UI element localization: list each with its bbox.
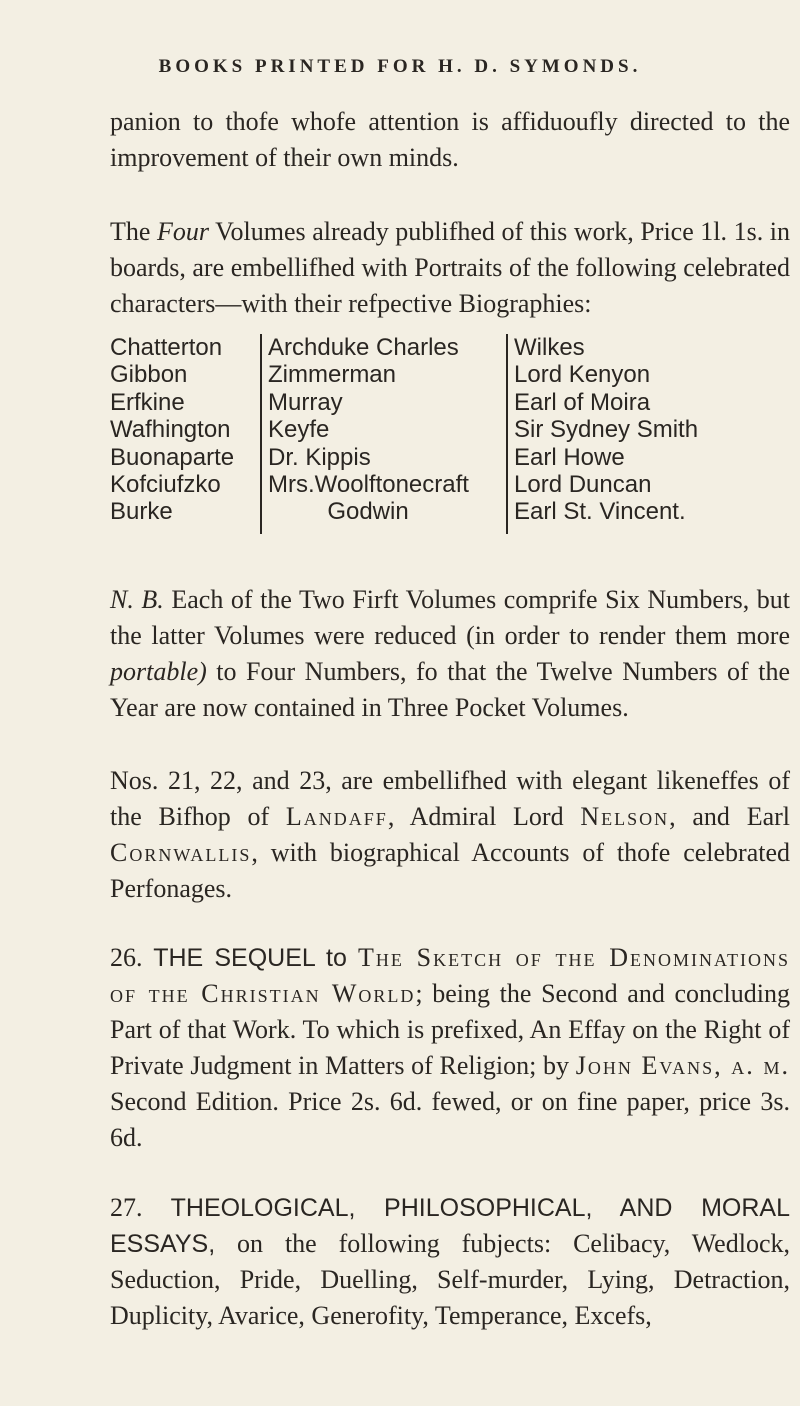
portrait-column-3 — [506, 334, 794, 534]
text: Nos. 21, 22, and 23, are embellifhed with elegant likeneffes of the Bifhop of — [110, 766, 790, 831]
text: Each of the Two Firft Volumes comprife Six Numbers, but the latter Volumes were reduced (in order to render them more — [110, 585, 791, 650]
portrait-name: Earl St. Vincent. — [514, 498, 686, 526]
portrait-name: Chatterton — [110, 334, 223, 361]
paragraph-volumes — [110, 214, 790, 322]
text: Volumes already publifhed of this work, Price 1l. 1s. in boards, are embellifhed with Portraits of the following celebrated characters—with their refpective Biographies: — [110, 217, 791, 318]
portrait-name: Keyfe — [268, 416, 330, 444]
name-landaff: Landaff — [285, 802, 388, 831]
text: , and Earl — [669, 802, 790, 831]
item-number: 27. — [110, 1193, 143, 1222]
text: ; being the Second and concluding Part of that Work. To which is prefixed, An Effay on the Right of Private Judgment in Matters of Religion; by — [110, 979, 790, 1080]
listing-item-26 — [110, 940, 790, 1156]
emphasis-portable: portable) — [110, 657, 207, 686]
portrait-name: Buonaparte — [110, 443, 235, 471]
portrait-name: Zimmerman — [268, 361, 397, 389]
paragraph-numbers-21-23 — [110, 763, 790, 907]
portrait-name: Wilkes — [514, 334, 585, 361]
portrait-name: Lord Kenyon — [514, 361, 651, 389]
name-nelson: Nelson — [580, 802, 670, 831]
portrait-list — [110, 334, 790, 534]
text: , Admiral Lord — [387, 802, 581, 831]
portrait-name: Erfkine — [110, 388, 185, 416]
emphasis-four: Four — [157, 217, 209, 246]
portrait-name: Wafhington — [110, 416, 231, 444]
item-number: 26. — [110, 943, 143, 972]
portrait-name: Kofciufzko — [110, 471, 221, 499]
text: Second Edition. Price 2s. 6d. fewed, or on fine paper, price 3s. 6d. — [110, 1087, 790, 1152]
text: on the following fubjects: Celibacy, Wedlock, Seduction, Pride, Duelling, Self-murder, Lying, Detraction, Duplicity, Avarice, Generofity, Temperance, Excefs, — [110, 1229, 790, 1330]
work-title: The Sketch of the Denominations of the Christian World — [110, 943, 790, 1008]
portrait-name: Burke — [110, 498, 173, 526]
portrait-name: Earl of Moira — [514, 388, 651, 416]
portrait-column-1 — [110, 334, 256, 534]
text: The — [110, 217, 157, 246]
text: , with biographical Accounts of thofe celebrated Perfonages. — [110, 838, 790, 903]
item-title: THEOLOGICAL, PHILOSOPHICAL, AND MORAL ESSAYS, — [110, 1194, 790, 1258]
nb-label: N. B. — [110, 585, 164, 614]
running-header: BOOKS PRINTED FOR H. D. SYMONDS. — [158, 56, 642, 77]
portrait-name: Mrs.Woolftonecraft — [268, 471, 469, 499]
portrait-name: Gibbon — [110, 361, 188, 389]
item-title: THE SEQUEL to — [142, 944, 359, 972]
paragraph-continuation: panion to thofe whofe attention is affiduoufly directed to the improvement of their own minds. — [110, 107, 790, 172]
name-cornwallis: Cornwallis — [110, 838, 252, 867]
portrait-name: Sir Sydney Smith — [514, 416, 699, 444]
portrait-name: Archduke Charles — [268, 334, 459, 361]
portrait-name: Murray — [268, 388, 343, 416]
author-name: John Evans, a. m. — [575, 1051, 790, 1080]
portrait-name: Godwin — [327, 498, 409, 526]
paragraph-nota-bene — [110, 582, 790, 726]
portrait-name: Earl Howe — [514, 443, 625, 471]
portrait-name: Dr. Kippis — [268, 443, 371, 471]
portrait-column-2 — [260, 334, 508, 534]
portrait-name: Lord Duncan — [514, 471, 652, 499]
listing-item-27 — [110, 1190, 790, 1334]
text: to Four Numbers, fo that the Twelve Numbers of the Year are now contained in Three Pocket Volumes. — [110, 657, 790, 722]
